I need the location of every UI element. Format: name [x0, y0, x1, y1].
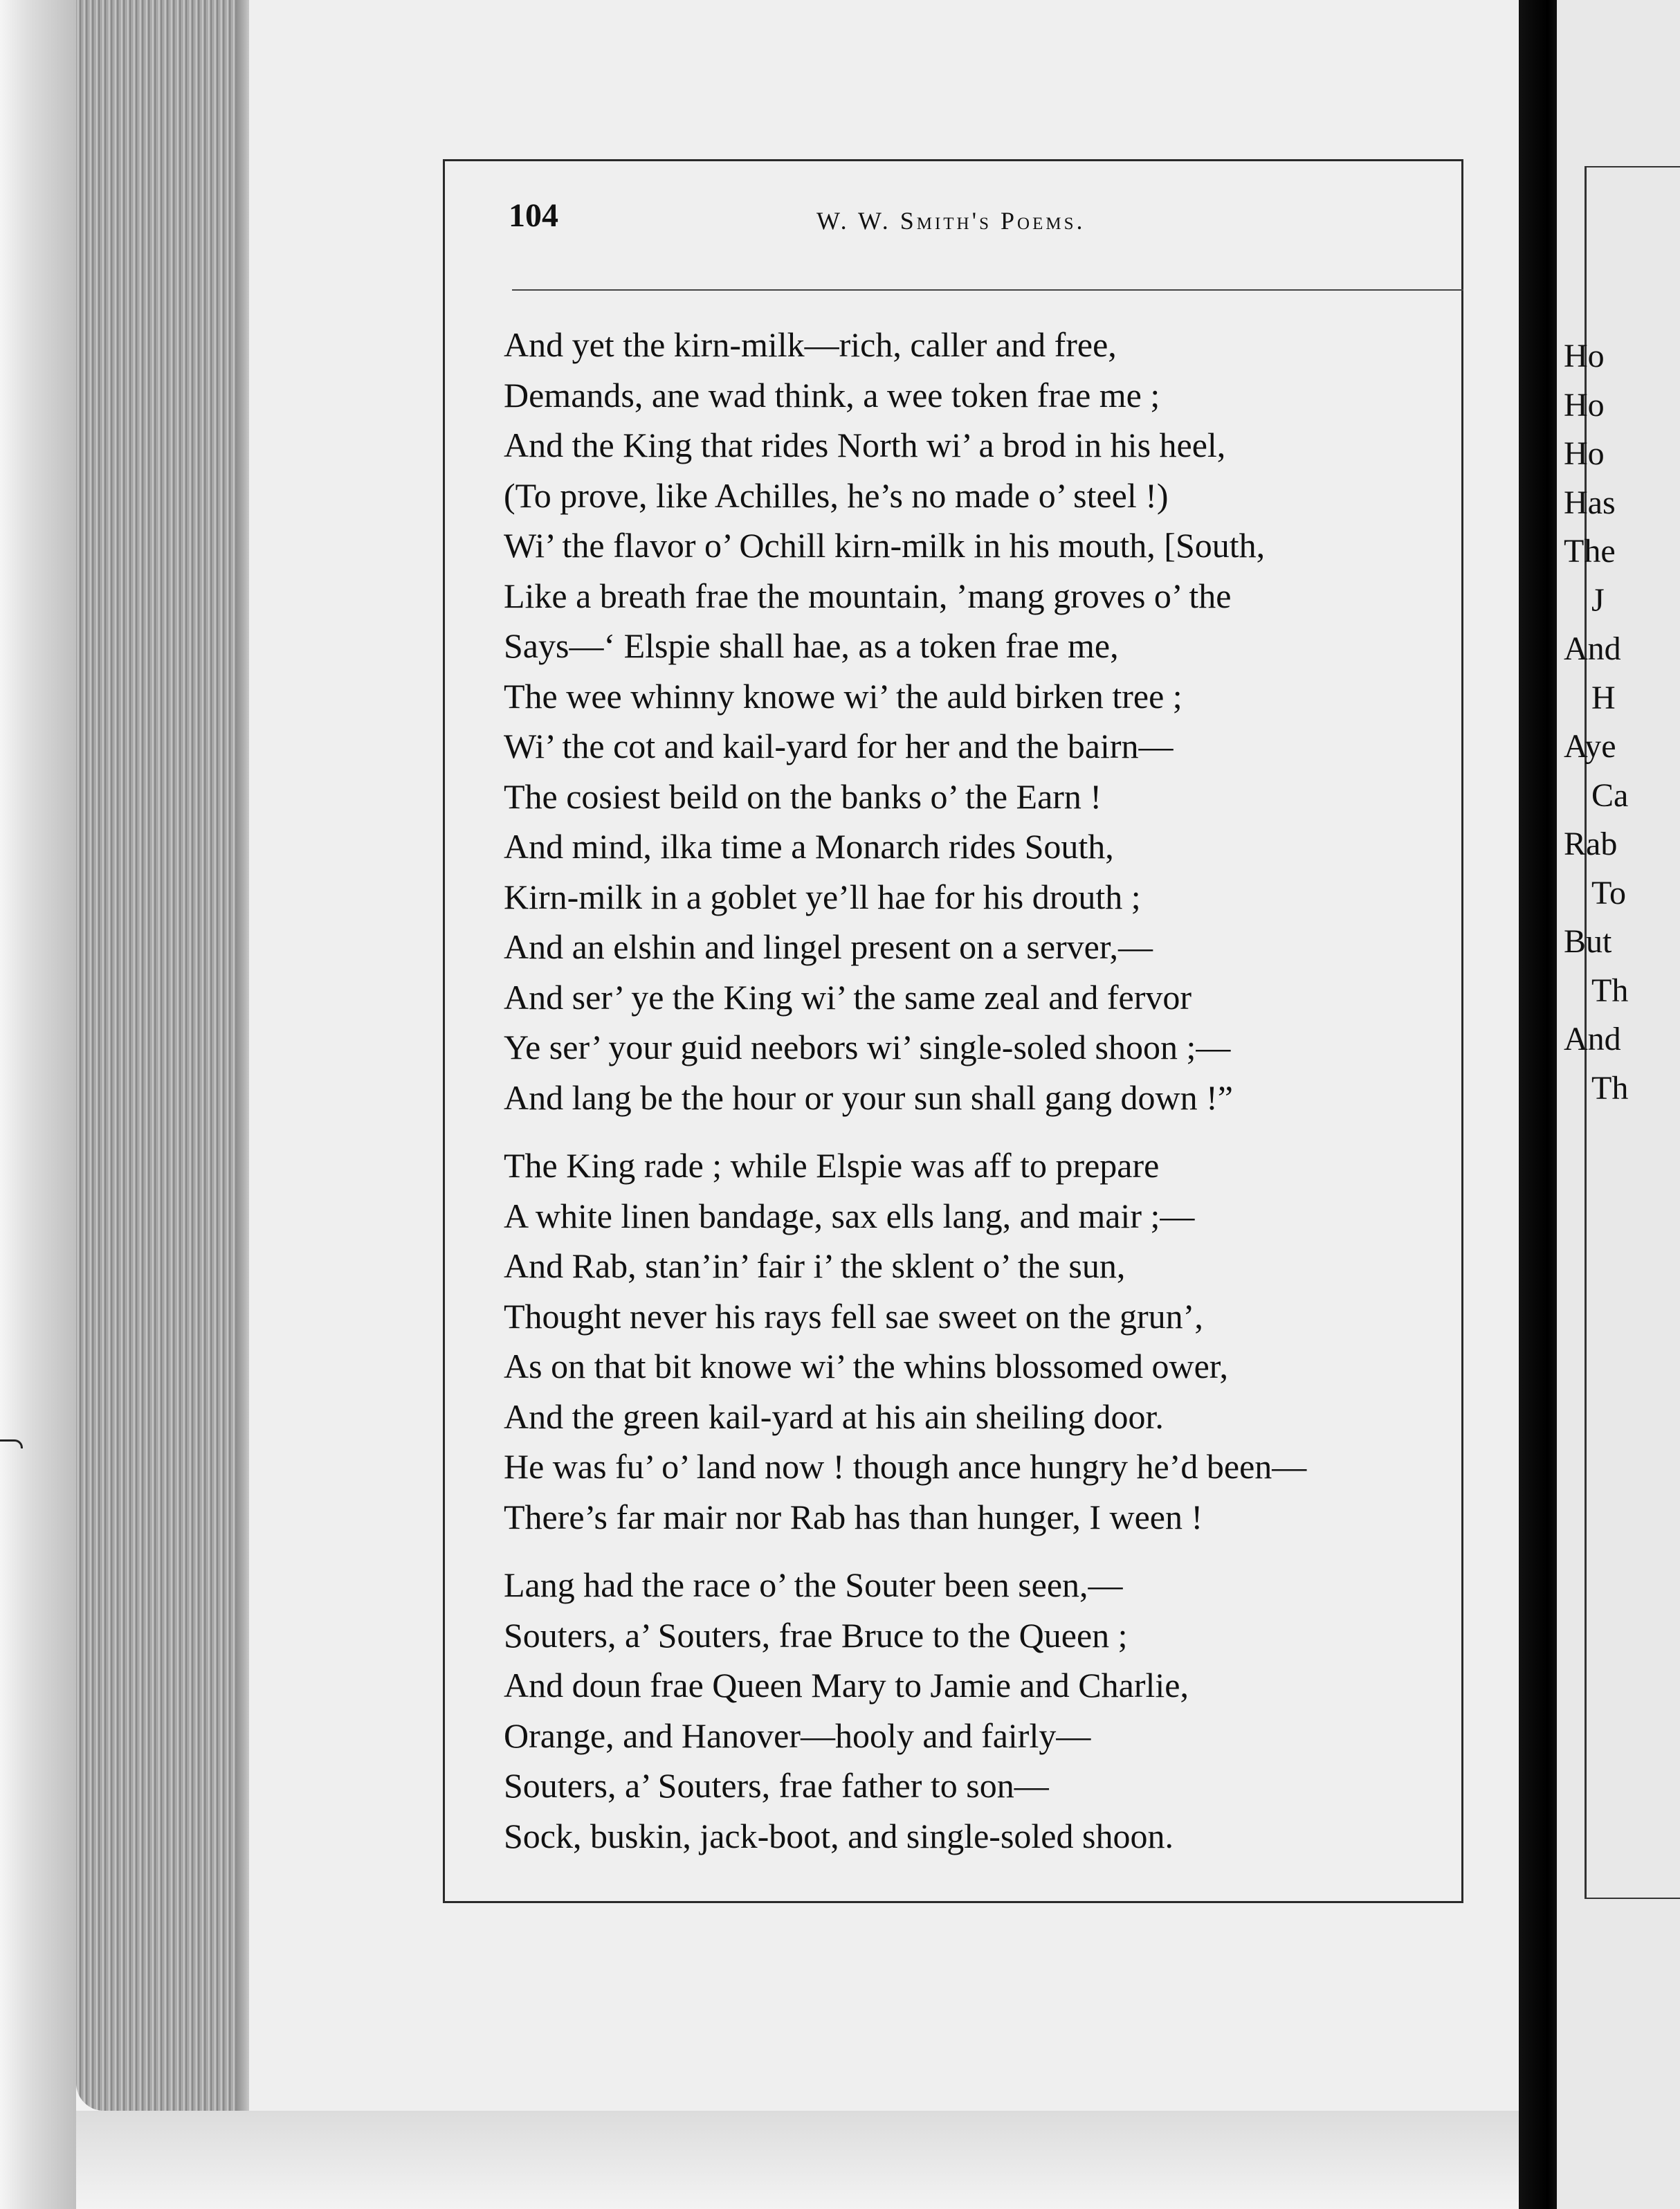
poem-line: (To prove, like Achilles, he’s no made o’ steel !)	[504, 475, 1169, 515]
facing-line: Aye	[1564, 728, 1616, 765]
stanza-3	[504, 1560, 1466, 1861]
stanza-2	[504, 1140, 1466, 1542]
facing-line: Th	[1591, 972, 1629, 1009]
facing-line: Ho	[1564, 435, 1605, 472]
poem-line: And ser’ ye the King wi’ the same zeal and fervor	[504, 977, 1192, 1017]
poem-line: And yet the kirn-milk—rich, caller and free,	[504, 325, 1117, 364]
stanza-1	[504, 320, 1466, 1122]
poem-line: And doun frae Queen Mary to Jamie and Charlie,	[504, 1666, 1189, 1705]
facing-line: Rab	[1564, 826, 1618, 862]
poem-line: And the King that rides North wi’ a brod in his heel,	[504, 426, 1226, 464]
facing-line: H	[1591, 679, 1616, 716]
poem-line: He was fu’ o’ land now ! though ance hungry he’d been—	[504, 1447, 1307, 1486]
facing-line: The	[1564, 533, 1616, 570]
poem-line: As on that bit knowe wi’ the whins blossomed ower,	[504, 1347, 1228, 1385]
facing-line: But	[1564, 923, 1612, 960]
facing-page	[1557, 0, 1680, 2209]
poem-line: Lang had the race o’ the Souter been seen,—	[504, 1565, 1123, 1604]
poem-line: There’s far mair nor Rab has than hunger, I ween !	[504, 1497, 1203, 1536]
poem-line: Wi’ the cot and kail-yard for her and the bairn—	[504, 727, 1174, 765]
poem-line: The wee whinny knowe wi’ the auld birken tree ;	[504, 676, 1183, 716]
facing-line: And	[1564, 1021, 1621, 1057]
page-number: 104	[509, 197, 558, 234]
poem-body	[504, 320, 1466, 1879]
poem-line: And mind, ilka time a Monarch rides South,	[504, 827, 1114, 866]
facing-line: Has	[1564, 484, 1616, 521]
facing-page-text	[1564, 332, 1628, 1113]
facing-line: Ho	[1564, 338, 1605, 374]
poem-line: Souters, a’ Souters, frae Bruce to the Queen ;	[504, 1615, 1128, 1655]
poem-line: Orange, and Hanover—hooly and fairly—	[504, 1716, 1091, 1755]
poem-line: Wi’ the flavor o’ Ochill kirn-milk in his mouth, [South,	[504, 526, 1266, 565]
poem-line: Kirn-milk in a goblet ye’ll hae for his drouth ;	[504, 877, 1141, 916]
poem-line: And Rab, stan’in’ fair i’ the sklent o’ the sun,	[504, 1246, 1126, 1285]
poem-line: Says—‘ Elspie shall hae, as a token frae me,	[504, 626, 1119, 665]
poem-line: And lang be the hour or your sun shall gang down !”	[504, 1078, 1233, 1117]
poem-line: The cosiest beild on the banks o’ the Earn !	[504, 776, 1102, 816]
poem-line: Souters, a’ Souters, frae father to son—	[504, 1766, 1049, 1805]
page-edges	[76, 0, 242, 2111]
facing-line: Ca	[1591, 776, 1629, 814]
header-rule	[512, 289, 1463, 291]
poem-line: Demands, ane wad think, a wee token frae me ;	[504, 375, 1160, 415]
poem-line: Ye ser’ your guid neebors wi’ single-soled shoon ;—	[504, 1028, 1231, 1066]
book-spine	[0, 0, 76, 2209]
facing-line: Th	[1591, 1069, 1629, 1107]
running-title: W. W. Smith's Poems.	[816, 207, 1086, 235]
facing-line: J	[1591, 581, 1605, 619]
poem-line: Thought never his rays fell sae sweet on the grun’,	[504, 1296, 1203, 1336]
poem-line: Sock, buskin, jack-boot, and single-soled shoon.	[504, 1816, 1174, 1855]
edge-mark	[0, 1439, 23, 1448]
facing-line: Ho	[1564, 386, 1605, 424]
poem-line: The King rade ; while Elspie was aff to prepare	[504, 1146, 1160, 1185]
poem-line: And an elshin and lingel present on a server,—	[504, 927, 1153, 966]
poem-line: Like a breath frae the mountain, ’mang groves o’ the	[504, 576, 1232, 615]
page-bottom-shadow	[76, 2111, 1519, 2209]
poem-line: A white linen bandage, sax ells lang, and mair ;—	[504, 1196, 1195, 1235]
facing-line: To	[1591, 874, 1626, 911]
facing-line: And	[1564, 630, 1621, 667]
poem-line: And the green kail-yard at his ain sheiling door.	[504, 1397, 1164, 1436]
